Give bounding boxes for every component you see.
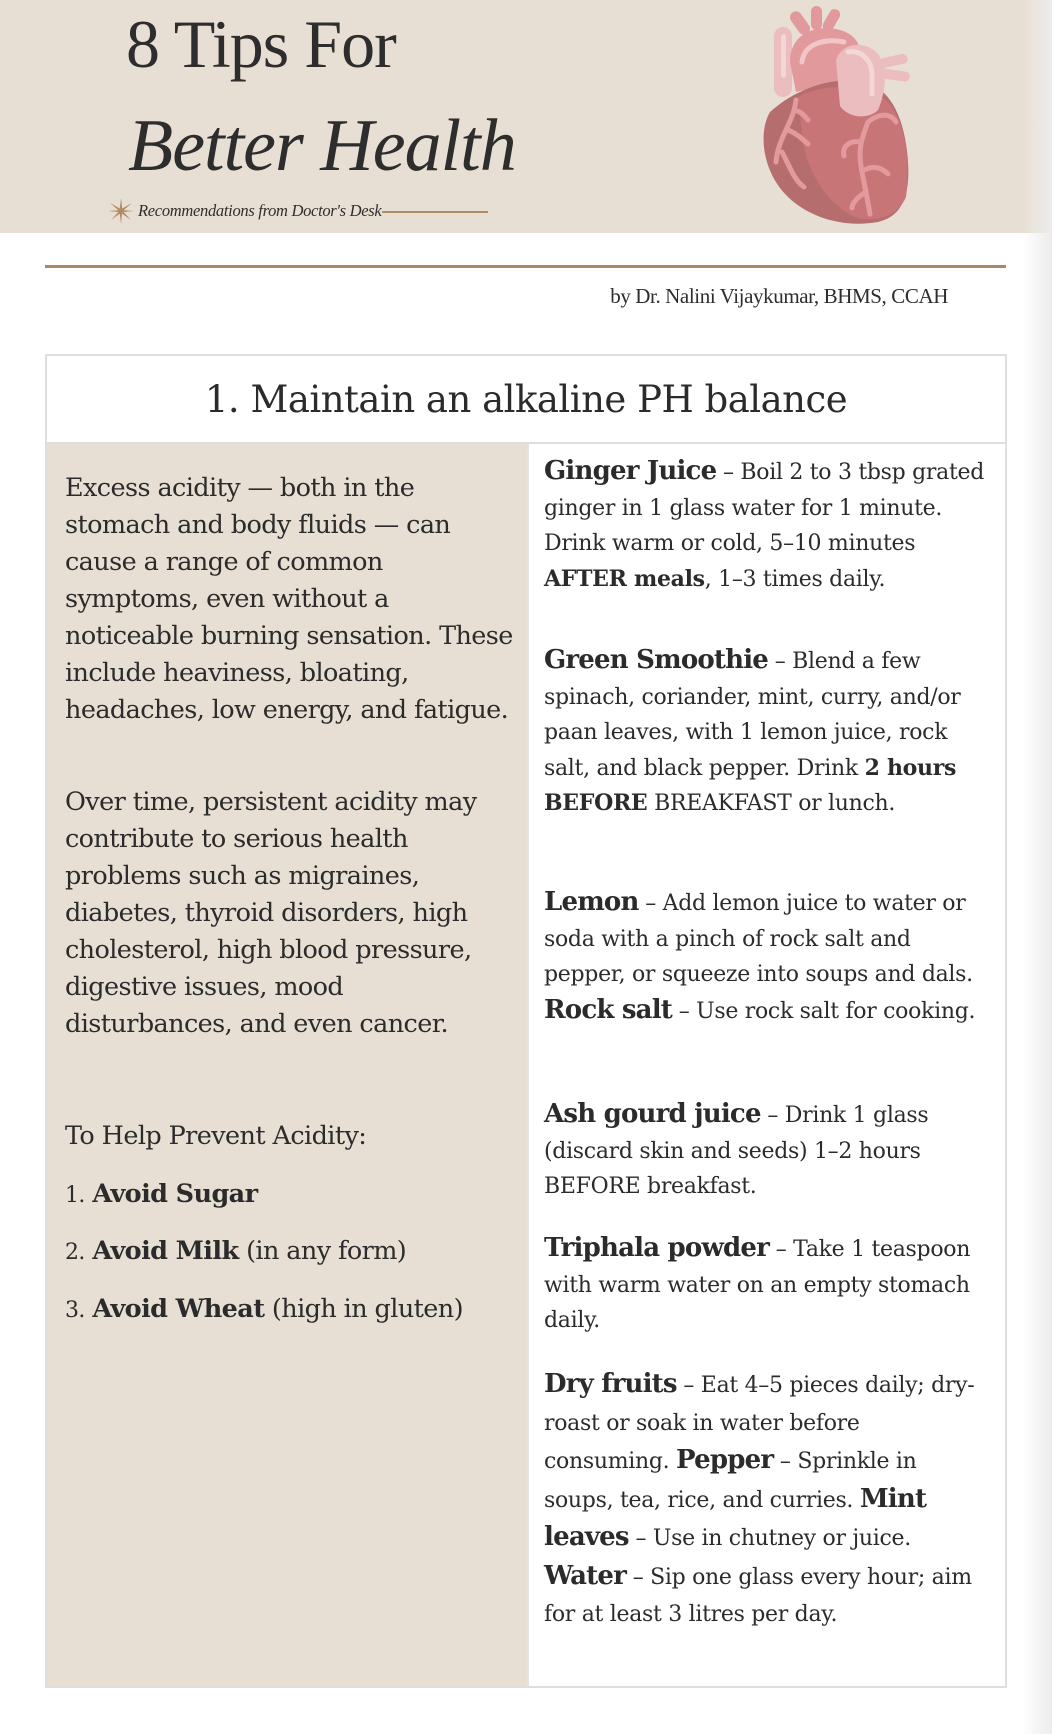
heart-illustration: [748, 2, 918, 230]
list-number: 1.: [65, 1183, 85, 1208]
list-number: 2.: [65, 1240, 85, 1265]
remedy-name: Green Smoothie: [544, 645, 769, 675]
list-item-rest: (high in gluten): [264, 1294, 463, 1324]
remedy-text: – Use in chutney or juice.: [628, 1526, 911, 1551]
remedy-ginger-juice: [544, 454, 989, 597]
tagline-row: [108, 196, 488, 226]
list-number: 3.: [65, 1298, 85, 1323]
remedy-name: Water: [544, 1560, 627, 1591]
prevent-heading: To Help Prevent Acidity:: [65, 1121, 367, 1151]
remedy-name: Triphala powder: [544, 1233, 770, 1263]
remedy-name: Lemon: [544, 887, 639, 917]
acidity-paragraph-2: Over time, persistent acidity may contribute to serious health problems such as migraines, diabetes, thyroid disorders, high cholesterol, high blood pressure, digestive issues, mood disturbances, and even cancer.: [65, 787, 477, 1039]
title-line-1: 8 Tips For: [126, 6, 396, 82]
list-item-bold: Avoid Milk: [92, 1236, 239, 1266]
remedy-text: – Drink 1 glass (discard skin and seeds) 1–2 hours BEFORE breakfast.: [544, 1103, 929, 1199]
title-line-2: Better Health: [128, 105, 516, 187]
remedy-name: Rock salt: [544, 994, 673, 1025]
left-column: [47, 444, 529, 1686]
remedy-text: – Use rock salt for cooking.: [672, 998, 976, 1024]
star-icon: [108, 198, 134, 224]
section-title: 1. Maintain an alkaline PH balance: [47, 356, 1005, 444]
remedy-green-smoothie: [544, 643, 989, 822]
remedy-text: – Add lemon juice to water or soda with a pinch of rock salt and pepper, or squeeze into soups and dals.: [544, 891, 973, 987]
tagline: Recommendations from Doctor's Desk: [138, 201, 382, 220]
page-edge-shadow: [1022, 0, 1052, 1734]
remedy-lemon: [544, 885, 989, 1029]
remedy-text: – Eat 4–5 pieces daily; dry-roast or soak in water before consuming.: [544, 1373, 975, 1474]
remedy-name: Dry fruits: [544, 1369, 677, 1399]
prevent-list-item: [65, 1233, 515, 1271]
remedy-text: – Boil 2 to 3 tbsp grated ginger in 1 glass water for 1 minute. Drink warm or cold, 5–10 minutes: [544, 460, 984, 556]
remedy-emphasis: AFTER meals: [544, 565, 705, 592]
remedy-name: Ginger Juice: [544, 456, 717, 486]
remedy-ash-gourd-juice: [544, 1097, 989, 1205]
remedy-text: – Sprinkle in soups, tea, rice, and curries.: [544, 1449, 917, 1513]
remedy-name: Pepper: [676, 1445, 774, 1475]
remedy-text: – Take 1 teaspoon with warm water on an empty stomach daily.: [544, 1237, 971, 1333]
list-item-rest: (in any form): [238, 1236, 407, 1266]
header-divider-rule: [45, 265, 1006, 268]
remedy-text: – Blend a few spinach, coriander, mint, curry, and/or paan leaves, with 1 lemon juice, rock salt, and black pepper. Drink: [544, 649, 961, 781]
tip-card: [45, 354, 1007, 1688]
header-banner: [0, 0, 1052, 233]
remedy-name: Mint leaves: [544, 1483, 927, 1552]
list-item-bold: Avoid Sugar: [92, 1179, 258, 1209]
prevent-list-item: [65, 1176, 515, 1214]
remedy-name: Ash gourd juice: [544, 1099, 761, 1129]
tagline-rule: [382, 211, 488, 213]
list-item-bold: Avoid Wheat: [92, 1294, 265, 1324]
remedy-text: – Sip one glass every hour; aim for at least 3 litres per day.: [544, 1564, 972, 1627]
remedy-triphala-powder: [544, 1231, 989, 1339]
remedy-text: BREAKFAST or lunch.: [647, 791, 896, 816]
acidity-paragraph-1: Excess acidity — both in the stomach and body fluids — can cause a range of common symptoms, even without a noticeable burning sensation. These include heaviness, bloating, headaches, low energy, and fatigue.: [65, 473, 513, 725]
remedy-text: , 1–3 times daily.: [704, 566, 886, 592]
author-byline: by Dr. Nalini Vijaykumar, BHMS, CCAH: [610, 284, 948, 308]
remedy-emphasis: 2 hours BEFORE: [544, 754, 957, 816]
prevent-list-item: [65, 1291, 515, 1329]
remedy-dry-fruits: [544, 1366, 989, 1634]
right-column: [529, 444, 1005, 1686]
